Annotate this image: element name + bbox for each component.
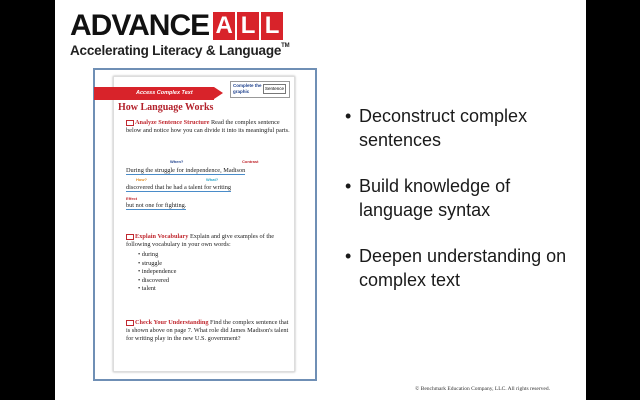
vocab-item: • independence xyxy=(138,268,176,277)
sentence-line-3-text: but not one for fighting. xyxy=(126,202,187,209)
logo-tagline-text: Accelerating Literacy & Language xyxy=(70,43,282,58)
label-contrast: Contrast xyxy=(242,159,259,164)
logo-all-letter: L xyxy=(237,12,259,40)
page-title: How Language Works xyxy=(118,102,214,113)
check-text: Find the complex sentence that is shown above on page 7. What role did James Madison's talent for writing play in the new U.S. government? xyxy=(126,319,289,343)
label-what: What? xyxy=(206,177,219,182)
logo-tm: TM xyxy=(281,43,290,49)
section-vocabulary xyxy=(126,233,290,249)
magnifier-icon xyxy=(126,120,134,126)
bullet-point: • Deepen understanding on complex text xyxy=(339,244,579,292)
logo-all-letter: A xyxy=(213,12,235,40)
vocab-item: • discovered xyxy=(138,277,176,286)
sentence-line-1 xyxy=(126,167,290,175)
sentence-line-2 xyxy=(126,184,290,192)
vocabulary-list xyxy=(138,251,176,294)
logo-tagline xyxy=(70,43,289,58)
vocabulary-heading: Explain Vocabulary xyxy=(135,233,189,240)
sentence-line-2-text: discovered that he had a talent for writing xyxy=(126,184,232,191)
copyright-text: © Benchmark Education Company, LLC. All rights reserved. xyxy=(415,386,550,392)
logo-all-letter: L xyxy=(261,12,283,40)
logo-all-letters xyxy=(211,12,283,40)
vocab-item: • during xyxy=(138,251,176,260)
complete-graphic-label: Complete the graphic xyxy=(233,83,262,94)
textbook-page xyxy=(113,76,295,372)
vocabulary-text: Explain and give examples of the following vocabulary in your own words: xyxy=(126,233,275,249)
complete-graphic-box xyxy=(230,81,290,98)
textbook-page-image xyxy=(93,68,317,381)
book-icon xyxy=(126,234,134,240)
section-check xyxy=(126,319,290,344)
label-effect: Effect xyxy=(126,196,138,201)
checkmark-icon xyxy=(126,320,134,326)
sentence-box: Sentence xyxy=(263,84,286,94)
check-heading: Check Your Understanding xyxy=(135,319,209,326)
logo-advance-text: ADVANCE xyxy=(70,9,210,42)
advance-all-logo xyxy=(70,10,289,58)
key-points-list xyxy=(339,104,579,314)
bullet-point: • Build knowledge of language syntax xyxy=(339,174,579,222)
analyze-text: Read the complex sentence below and notice how you can divide it into its meaningful parts. xyxy=(126,119,290,135)
label-when: When? xyxy=(170,159,184,164)
bullet-point: • Deconstruct complex sentences xyxy=(339,104,579,152)
sentence-line-1-text: During the struggle for independence, Madison xyxy=(126,167,246,174)
slide xyxy=(55,0,586,400)
label-how: How? xyxy=(136,177,147,182)
access-complex-text-banner: Access Complex Text xyxy=(94,87,214,100)
vocab-item: • struggle xyxy=(138,260,176,269)
section-analyze xyxy=(126,119,290,135)
vocab-item: • talent xyxy=(138,285,176,294)
sentence-line-3 xyxy=(126,202,290,210)
analyze-heading: Analyze Sentence Structure xyxy=(135,119,210,126)
